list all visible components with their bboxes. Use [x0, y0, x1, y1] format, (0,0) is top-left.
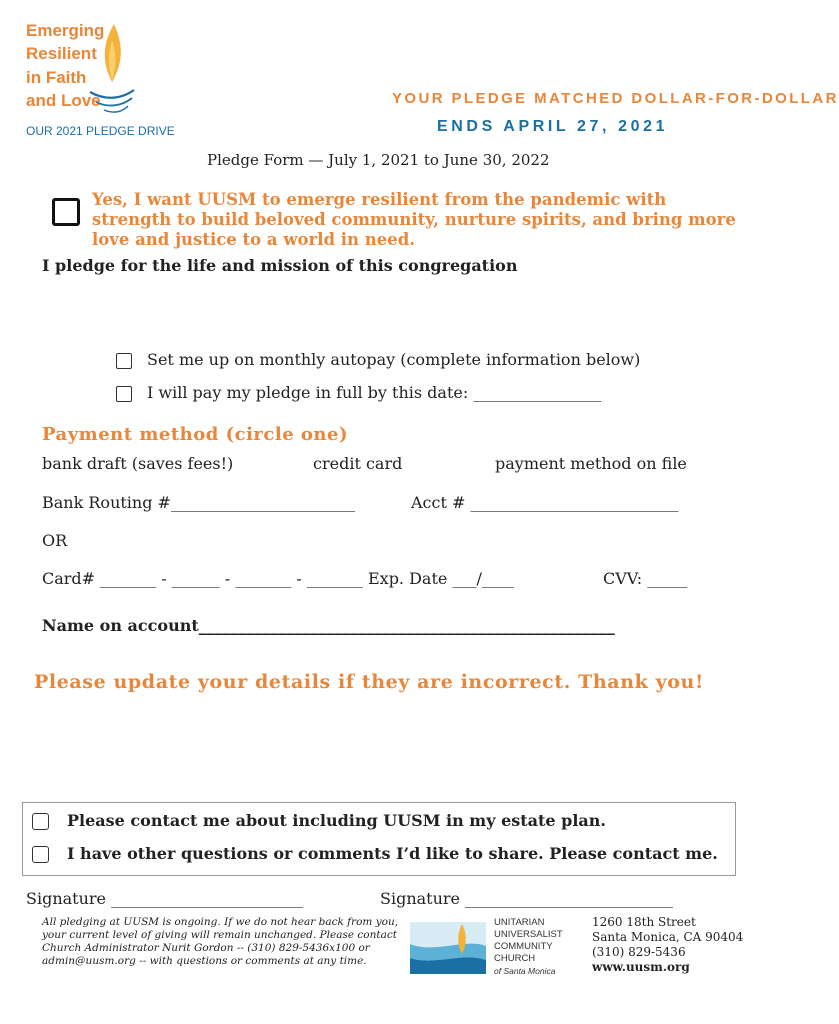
- pay-in-full-checkbox[interactable]: [116, 386, 132, 402]
- church-name-line: UNIVERSALIST: [494, 929, 563, 940]
- address-street: 1260 18th Street: [592, 915, 696, 929]
- church-address: [592, 915, 743, 975]
- autopay-checkbox[interactable]: [116, 353, 132, 369]
- address-phone: (310) 829-5436: [592, 945, 686, 959]
- payment-method-heading: Payment method (circle one): [42, 424, 348, 445]
- address-city: Santa Monica, CA 90404: [592, 930, 744, 944]
- footnote-line: Church Administrator Nurit Gordon -- (310) 829-5436x100 or: [42, 942, 370, 954]
- footnote: [42, 916, 402, 968]
- estate-plan-checkbox[interactable]: [32, 813, 49, 830]
- church-name: [494, 917, 563, 977]
- method-credit-card[interactable]: credit card: [313, 454, 403, 473]
- flame-chalice-icon: [86, 20, 138, 120]
- pledge-line: I pledge for the life and mission of this congregation: [42, 256, 518, 275]
- signature-field-1[interactable]: Signature ________________________: [26, 889, 304, 908]
- commitment-line: strength to build beloved community, nurture spirits, and bring more: [92, 210, 736, 229]
- questions-label: I have other questions or comments I’d like to share. Please contact me.: [67, 844, 718, 863]
- commitment-line: love and justice to a world in need.: [92, 230, 416, 249]
- logo-line: in Faith: [26, 68, 87, 87]
- commitment-line: Yes, I want UUSM to emerge resilient from the pandemic with: [92, 190, 667, 209]
- footnote-line: admin@uusm.org -- with questions or comments at any time.: [42, 955, 367, 967]
- church-name-line: CHURCH: [494, 953, 536, 964]
- church-name-line: UNITARIAN: [494, 917, 545, 928]
- logo-line: Emerging: [26, 21, 105, 40]
- estate-plan-label: Please contact me about including UUSM in my estate plan.: [67, 811, 606, 830]
- matched-banner: YOUR PLEDGE MATCHED DOLLAR-FOR-DOLLAR: [392, 90, 839, 107]
- update-details-note: Please update your details if they are incorrect. Thank you!: [34, 671, 704, 693]
- pay-in-full-label: I will pay my pledge in full by this date: ________________: [147, 383, 602, 402]
- form-title: Pledge Form — July 1, 2021 to June 30, 2022: [207, 151, 550, 169]
- account-number-field[interactable]: Acct # __________________________: [411, 493, 679, 512]
- logo-line: Resilient: [26, 44, 97, 63]
- commit-checkbox[interactable]: [52, 198, 80, 226]
- name-on-account-field[interactable]: Name on account____________________________________________________: [42, 616, 615, 635]
- church-name-line: COMMUNITY: [494, 941, 553, 952]
- website-link[interactable]: www.uusm.org: [592, 960, 690, 974]
- logo-line: and Love: [26, 91, 101, 110]
- method-bank-draft[interactable]: bank draft (saves fees!): [42, 454, 234, 473]
- pledge-drive-label: OUR 2021 PLEDGE DRIVE: [26, 124, 175, 138]
- signature-field-2[interactable]: Signature __________________________: [380, 889, 674, 908]
- church-logo-icon: [410, 916, 486, 974]
- commitment-statement: [92, 190, 736, 250]
- card-number-field[interactable]: Card# _______ - ______ - _______ - _______ Exp. Date ___/____: [42, 569, 514, 588]
- method-on-file[interactable]: payment method on file: [495, 454, 687, 473]
- church-subtitle: of Santa Monica: [494, 966, 556, 976]
- footnote-line: your current level of giving will remain unchanged. Please contact: [42, 929, 397, 941]
- autopay-label: Set me up on monthly autopay (complete information below): [147, 350, 641, 369]
- questions-checkbox[interactable]: [32, 846, 49, 863]
- bank-routing-field[interactable]: Bank Routing #_______________________: [42, 493, 355, 512]
- cvv-field[interactable]: CVV: _____: [603, 569, 688, 588]
- deadline-banner: ENDS APRIL 27, 2021: [437, 118, 669, 135]
- or-label: OR: [42, 531, 68, 550]
- footnote-line: All pledging at UUSM is ongoing. If we do not hear back from you,: [42, 916, 399, 928]
